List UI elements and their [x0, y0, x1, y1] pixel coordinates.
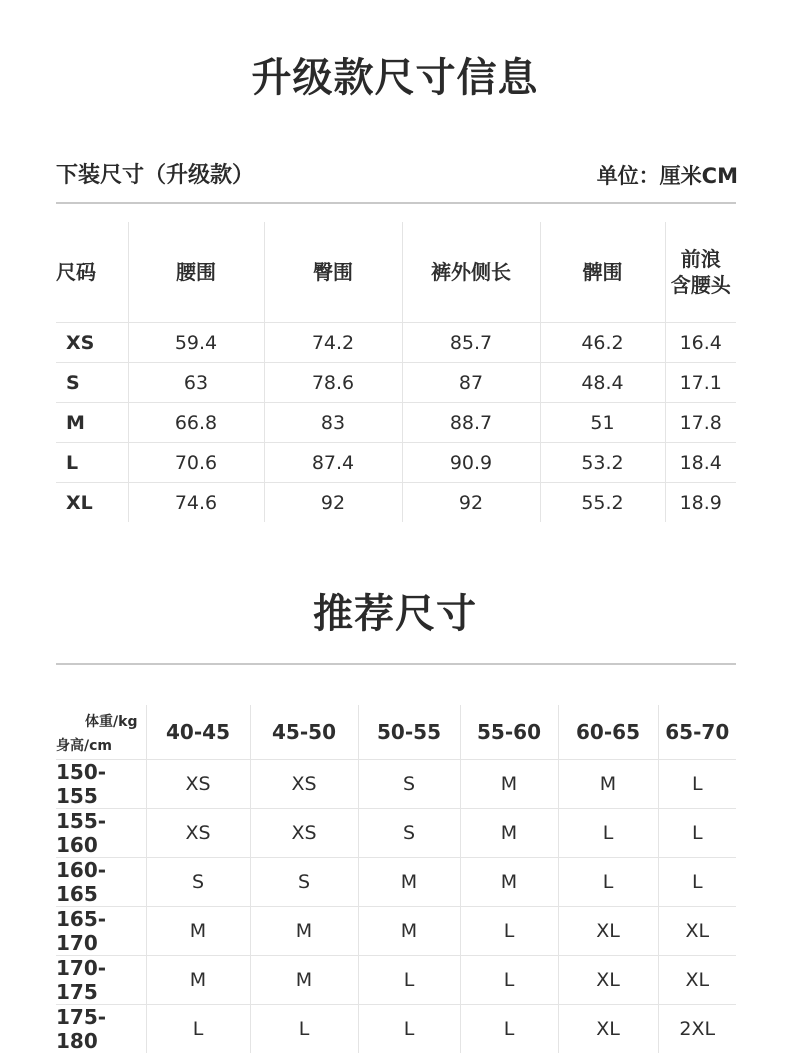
size-table-cell: 92 — [402, 483, 540, 523]
size-table-cell: 17.1 — [665, 363, 736, 403]
size-table-header-cell: 尺码 — [56, 222, 128, 323]
section-title-bottoms: 下装尺寸（升级款） — [56, 158, 254, 189]
recommended-size-cell: S — [358, 809, 460, 858]
size-table-cell: 18.4 — [665, 443, 736, 483]
recommended-size-cell: S — [146, 858, 250, 907]
size-table-header-cell: 腰围 — [128, 222, 264, 323]
recommended-size-cell: L — [558, 809, 658, 858]
recommended-size-cell: M — [250, 956, 358, 1005]
recommend-row — [56, 858, 736, 907]
page-title: 升级款尺寸信息 — [0, 46, 790, 103]
recommended-size-cell: XS — [250, 809, 358, 858]
size-table-cell: 18.9 — [665, 483, 736, 523]
section-divider — [56, 202, 736, 204]
size-table-cell: 70.6 — [128, 443, 264, 483]
recommended-size-cell: XS — [250, 760, 358, 809]
size-table-cell: 78.6 — [264, 363, 402, 403]
recommended-size-cell: XL — [658, 907, 736, 956]
recommended-size-cell: M — [146, 956, 250, 1005]
recommended-size-cell: L — [146, 1005, 250, 1053]
weight-range-header: 60-65 — [558, 705, 658, 760]
size-table-cell: 92 — [264, 483, 402, 523]
recommended-size-cell: S — [250, 858, 358, 907]
unit-label: 单位：厘米CM — [597, 160, 738, 190]
recommended-size-cell: M — [250, 907, 358, 956]
size-table-row — [56, 443, 736, 483]
size-label-cell: XL — [56, 483, 128, 523]
size-table-cell: 48.4 — [540, 363, 665, 403]
recommend-row — [56, 1005, 736, 1053]
recommend-table-body — [56, 705, 736, 1053]
recommend-divider — [56, 663, 736, 665]
corner-label — [56, 705, 146, 759]
size-table-header-cell: 裤外侧长 — [402, 222, 540, 323]
size-table-cell: 74.6 — [128, 483, 264, 523]
recommended-size-cell: L — [558, 858, 658, 907]
size-table-row — [56, 483, 736, 523]
recommended-size-cell: 2XL — [658, 1005, 736, 1053]
size-table-row — [56, 323, 736, 363]
size-table-cell: 51 — [540, 403, 665, 443]
size-label-cell: XS — [56, 323, 128, 363]
recommend-row — [56, 956, 736, 1005]
size-table-header-row — [56, 222, 736, 323]
height-range-label: 165-170 — [56, 907, 146, 956]
height-range-label: 150-155 — [56, 760, 146, 809]
size-table-body — [56, 222, 736, 522]
recommended-size-cell: L — [658, 809, 736, 858]
size-table-cell: 74.2 — [264, 323, 402, 363]
size-table-row — [56, 363, 736, 403]
size-table-cell: 90.9 — [402, 443, 540, 483]
recommended-size-cell: M — [460, 760, 558, 809]
size-label-cell: L — [56, 443, 128, 483]
recommended-size-cell: XS — [146, 809, 250, 858]
height-range-label: 160-165 — [56, 858, 146, 907]
recommended-size-cell: L — [460, 956, 558, 1005]
recommend-corner-cell — [56, 705, 146, 760]
size-table-cell: 46.2 — [540, 323, 665, 363]
size-table-header-cell: 臀围 — [264, 222, 402, 323]
recommended-size-cell: L — [658, 760, 736, 809]
weight-range-header: 55-60 — [460, 705, 558, 760]
recommend-header-row — [56, 705, 736, 760]
recommended-size-cell: XL — [658, 956, 736, 1005]
size-table-header-cell: 前浪 含腰头 — [665, 222, 736, 323]
size-label-cell: M — [56, 403, 128, 443]
recommend-title: 推荐尺寸 — [0, 582, 790, 639]
recommend-row — [56, 809, 736, 858]
recommended-size-cell: M — [146, 907, 250, 956]
size-table-cell: 87 — [402, 363, 540, 403]
size-table-cell: 59.4 — [128, 323, 264, 363]
recommended-size-cell: L — [460, 907, 558, 956]
recommend-row — [56, 907, 736, 956]
weight-range-header: 50-55 — [358, 705, 460, 760]
recommended-size-cell: XL — [558, 1005, 658, 1053]
recommended-size-cell: XS — [146, 760, 250, 809]
height-axis-label: 身高/cm — [56, 735, 112, 755]
recommended-size-cell: M — [358, 858, 460, 907]
recommend-row — [56, 760, 736, 809]
recommended-size-cell: L — [460, 1005, 558, 1053]
recommended-size-cell: L — [358, 956, 460, 1005]
size-table-cell: 55.2 — [540, 483, 665, 523]
size-table-cell: 53.2 — [540, 443, 665, 483]
recommended-size-cell: M — [460, 858, 558, 907]
recommended-size-cell: XL — [558, 907, 658, 956]
recommend-table — [56, 705, 736, 1053]
size-table-cell: 83 — [264, 403, 402, 443]
recommended-size-cell: L — [250, 1005, 358, 1053]
recommended-size-cell: L — [658, 858, 736, 907]
size-table-row — [56, 403, 736, 443]
size-table-cell: 85.7 — [402, 323, 540, 363]
height-range-label: 175-180 — [56, 1005, 146, 1053]
size-table-cell: 16.4 — [665, 323, 736, 363]
weight-range-header: 40-45 — [146, 705, 250, 760]
height-range-label: 155-160 — [56, 809, 146, 858]
size-table-cell: 88.7 — [402, 403, 540, 443]
recommended-size-cell: S — [358, 760, 460, 809]
size-table-cell: 63 — [128, 363, 264, 403]
weight-range-header: 65-70 — [658, 705, 736, 760]
recommended-size-cell: M — [460, 809, 558, 858]
size-table-cell: 87.4 — [264, 443, 402, 483]
size-table — [56, 222, 736, 522]
height-range-label: 170-175 — [56, 956, 146, 1005]
recommended-size-cell: M — [358, 907, 460, 956]
recommended-size-cell: L — [358, 1005, 460, 1053]
size-table-header-cell: 髀围 — [540, 222, 665, 323]
recommended-size-cell: M — [558, 760, 658, 809]
size-table-cell: 17.8 — [665, 403, 736, 443]
size-table-cell: 66.8 — [128, 403, 264, 443]
recommended-size-cell: XL — [558, 956, 658, 1005]
size-label-cell: S — [56, 363, 128, 403]
weight-range-header: 45-50 — [250, 705, 358, 760]
weight-axis-label: 体重/kg — [85, 711, 137, 731]
